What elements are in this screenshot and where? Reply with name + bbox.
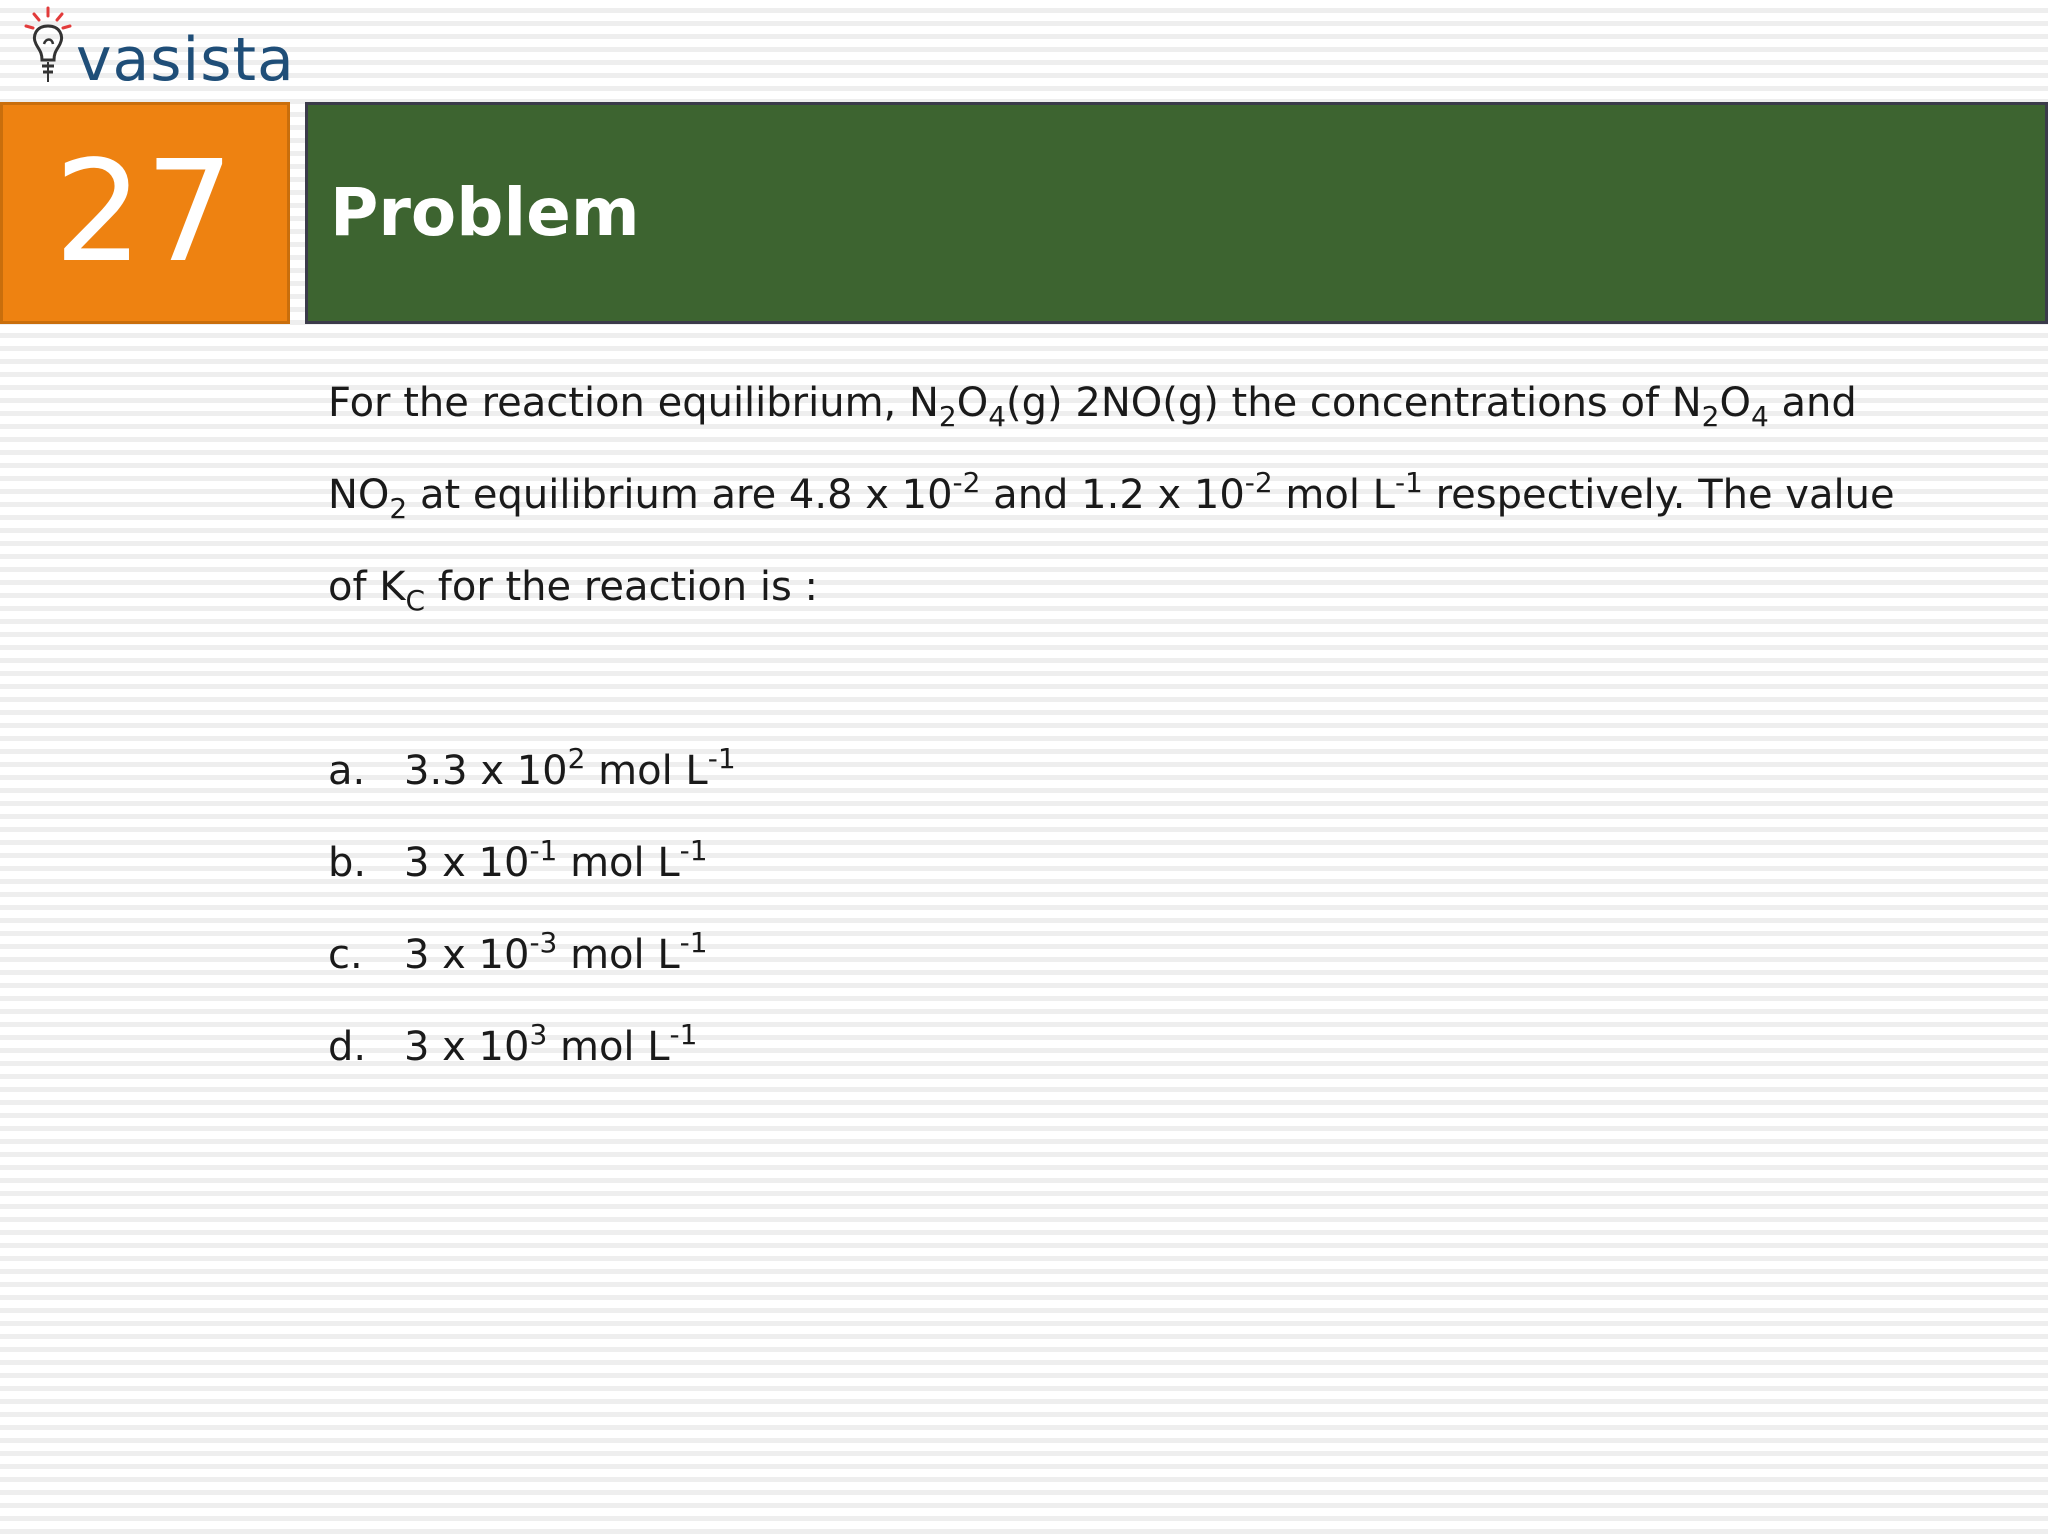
superscript: -2 — [1244, 466, 1273, 499]
superscript: -1 — [529, 834, 558, 867]
slide-title: Problem — [330, 174, 640, 251]
question-text: at equilibrium are 4.8 x 10 — [407, 472, 953, 518]
question-content — [328, 370, 2018, 1106]
subscript: 2 — [389, 492, 408, 525]
subscript: 4 — [988, 400, 1007, 433]
spacer — [328, 646, 2018, 738]
option-value: 3 x 10 — [404, 932, 530, 978]
option-letter: a. — [328, 748, 366, 794]
subscript: 4 — [1750, 400, 1769, 433]
superscript: -1 — [679, 926, 708, 959]
option-letter: d. — [328, 1024, 367, 1070]
question-text: O — [1719, 380, 1751, 426]
vasista-logo — [20, 4, 295, 96]
question-text: For the reaction equilibrium, N — [328, 380, 939, 426]
logo-wordmark: vasista — [76, 25, 295, 95]
option-unit: mol L — [585, 748, 708, 794]
question-text: of K — [328, 564, 406, 610]
title-bar — [305, 102, 2048, 324]
option-c — [328, 922, 2018, 1014]
option-value: 3 x 10 — [404, 1024, 530, 1070]
superscript: 3 — [529, 1018, 548, 1051]
subscript: 2 — [1701, 400, 1720, 433]
option-unit: mol L — [557, 932, 680, 978]
question-text: and — [1768, 380, 1857, 426]
superscript: -1 — [679, 834, 708, 867]
question-text: and 1.2 x 10 — [980, 472, 1245, 518]
question-text: O — [956, 380, 989, 426]
superscript: -1 — [1394, 466, 1423, 499]
option-value: 3 x 10 — [404, 840, 530, 886]
question-text: respectively. The value — [1422, 472, 1895, 518]
option-letter: b. — [328, 840, 367, 886]
subscript: 2 — [938, 400, 957, 433]
question-line-1 — [328, 370, 2018, 462]
option-value: 3.3 x 10 — [404, 748, 568, 794]
question-line-3 — [328, 554, 2018, 646]
superscript: -2 — [952, 466, 981, 499]
subscript: C — [405, 584, 426, 617]
superscript: -3 — [529, 926, 558, 959]
question-text: for the reaction is : — [425, 564, 819, 610]
option-unit: mol L — [557, 840, 680, 886]
slide-number-box — [0, 102, 290, 324]
option-a — [328, 738, 2018, 830]
question-text: NO — [328, 472, 390, 518]
question-line-2 — [328, 462, 2018, 554]
superscript: -1 — [669, 1018, 698, 1051]
lightbulb-icon — [20, 4, 80, 96]
slide-number: 27 — [53, 131, 237, 294]
option-d — [328, 1014, 2018, 1106]
option-b — [328, 830, 2018, 922]
question-text: mol L — [1272, 472, 1395, 518]
superscript: -1 — [707, 742, 736, 775]
option-unit: mol L — [547, 1024, 670, 1070]
superscript: 2 — [567, 742, 586, 775]
option-letter: c. — [328, 932, 363, 978]
question-text: (g) 2NO(g) the concentrations of N — [1006, 380, 1702, 426]
